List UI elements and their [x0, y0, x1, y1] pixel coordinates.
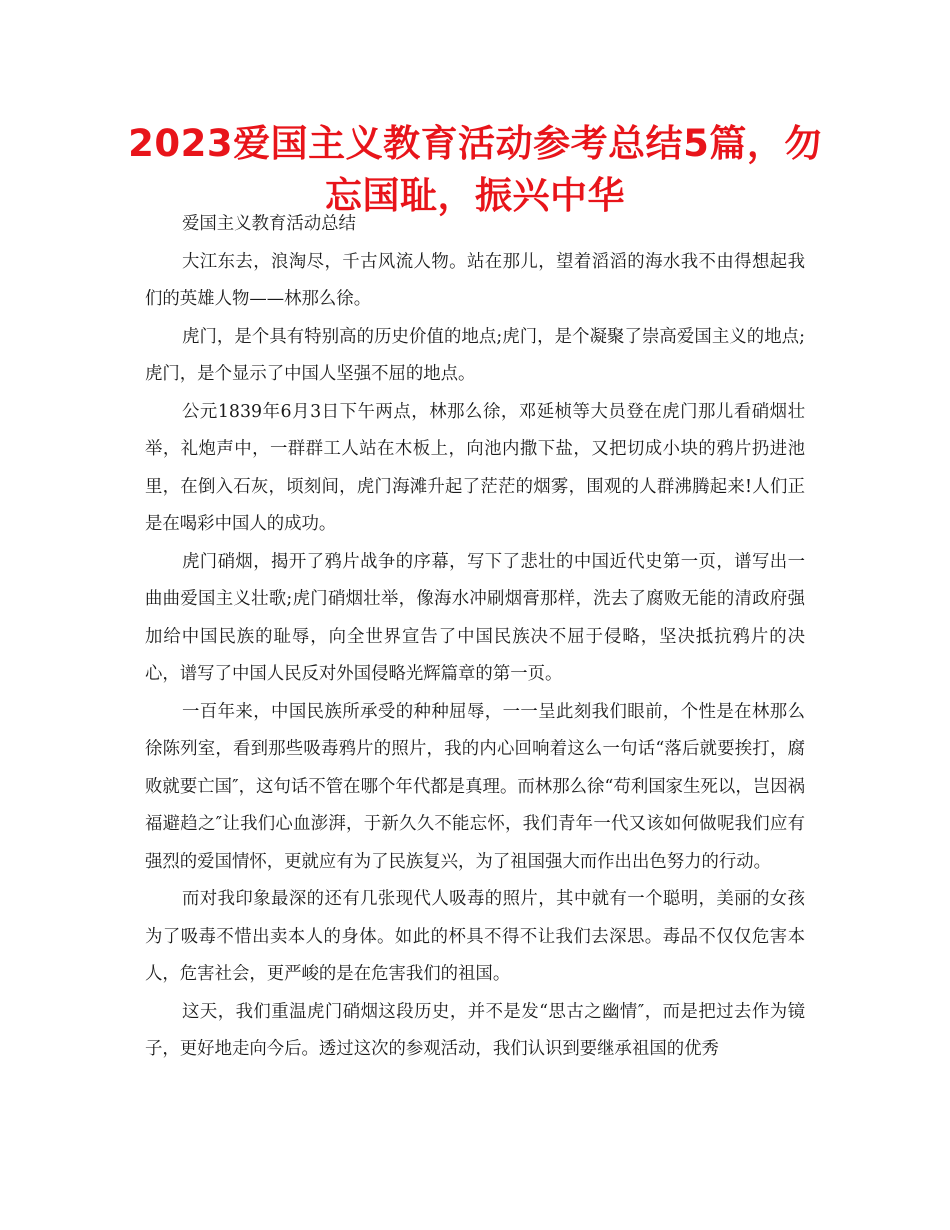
paragraph: 虎门硝烟，揭开了鸦片战争的序幕，写下了悲壮的中国近代史第一页，谱写出一曲曲爱国主义壮歌;虎门硝烟壮举，像海水冲刷烟膏那样，洗去了腐败无能的清政府强加给中国民族的耻辱，向全世界宣告了中国民族决不屈于侵略，坚决抵抗鸦片的决心，谱写了中国人民反对外国侵略光辉篇章的第一页。	[145, 551, 805, 684]
paragraph: 虎门，是个具有特别高的历史价值的地点;虎门，是个凝聚了崇高爱国主义的地点;虎门，是个显示了中国人坚强不屈的地点。	[145, 326, 805, 384]
paragraph: 一百年来，中国民族所承受的种种屈辱，一一呈此刻我们眼前，个性是在林那么徐陈列室，看到那些吸毒鸦片的照片，我的内心回响着这么一句话“落后就要挨打，腐败就要亡国″，这句话不管在哪个年代都是真理。而林那么徐“苟利国家生死以，岂因祸福避趋之″让我们心血澎湃，于新久久不能忘怀，我们青年一代又该如何做呢我们应有强烈的爱国情怀，更就应有为了民族复兴，为了祖国强大而作出出色努力的行动。	[145, 701, 805, 872]
paragraph: 大江东去，浪淘尽，千古风流人物。站在那儿，望着滔滔的海水我不由得想起我们的英雄人物——林那么徐。	[145, 251, 805, 309]
paragraph: 这天，我们重温虎门硝烟这段历史，并不是发“思古之幽情″，而是把过去作为镜子，更好地走向今后。透过这次的参观活动，我们认识到要继承祖国的优秀	[145, 1001, 805, 1059]
paragraph-subtitle: 爱国主义教育活动总结	[182, 214, 356, 234]
document-title: 2023爱国主义教育活动参考总结5篇，勿忘国耻，振兴中华	[128, 122, 822, 217]
paragraph: 公元1839年6月3日下午两点，林那么徐，邓延桢等大员登在虎门那儿看硝烟壮举，礼炮声中，一群群工人站在木板上，向池内撒下盐，又把切成小块的鸦片扔进池里，在倒入石灰，顷刻间，虎门海滩升起了茫茫的烟雾，围观的人群沸腾起来!人们正是在喝彩中国人的成功。	[145, 401, 805, 534]
document-body	[145, 206, 805, 1069]
paragraph: 而对我印象最深的还有几张现代人吸毒的照片，其中就有一个聪明，美丽的女孩为了吸毒不惜出卖本人的身体。如此的杯具不得不让我们去深思。毒品不仅仅危害本人，危害社会，更严峻的是在危害我们的祖国。	[145, 889, 805, 984]
